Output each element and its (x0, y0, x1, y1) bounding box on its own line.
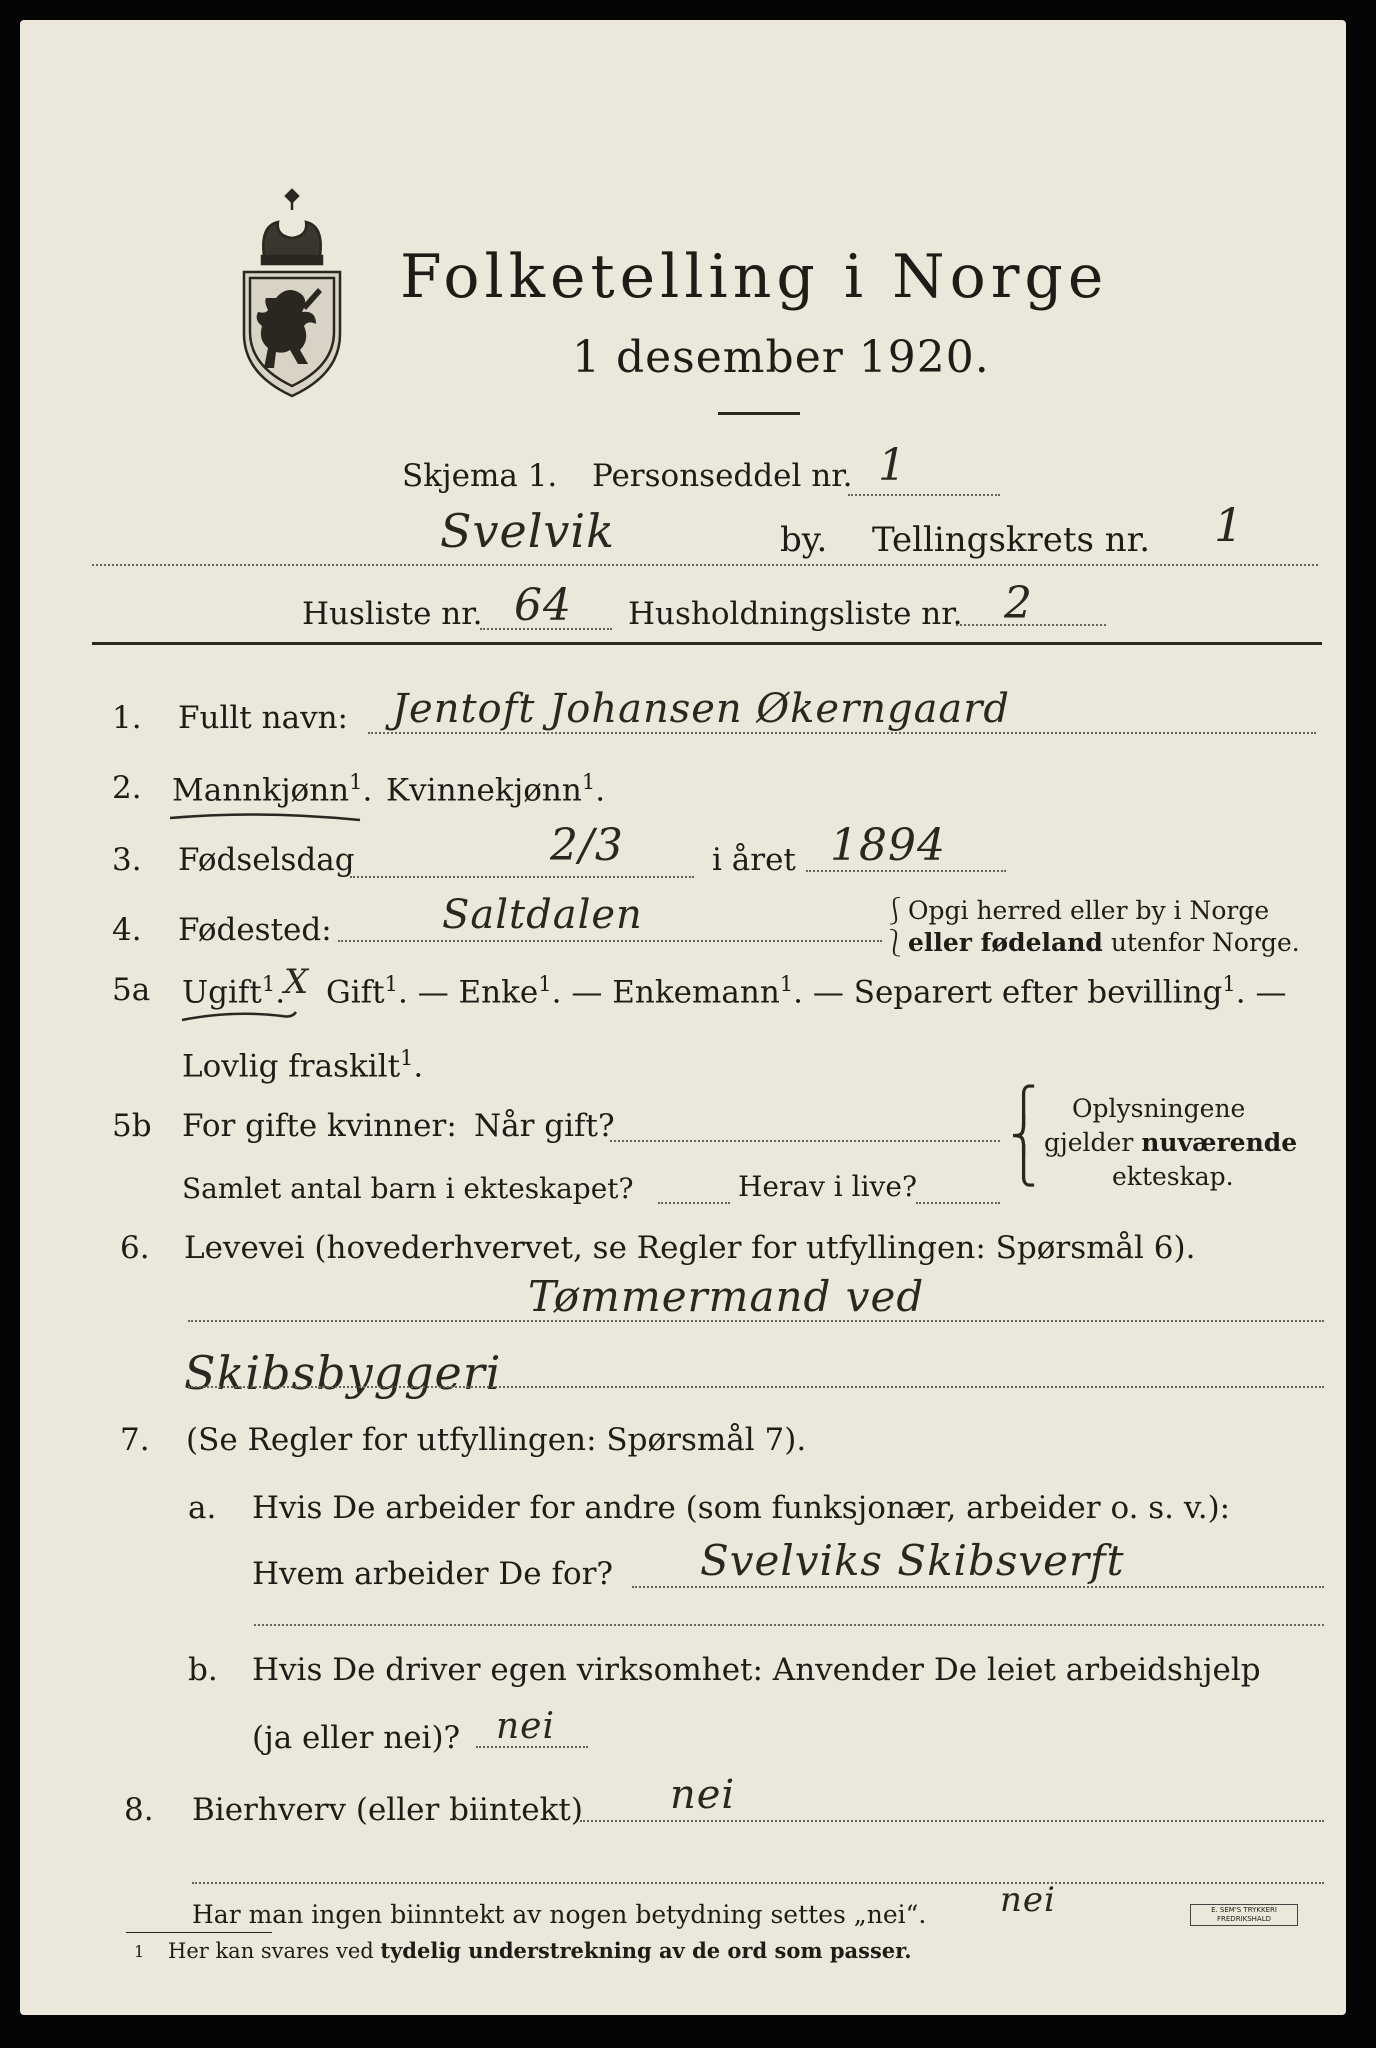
by-line (92, 564, 1318, 566)
q5a-dash: — (1255, 974, 1287, 1011)
q7b-question: (ja eller nei)? (252, 1720, 461, 1756)
husliste-value[interactable]: 64 (514, 580, 572, 631)
q8-note-value[interactable]: nei (1000, 1880, 1056, 1920)
q5a-fraskilt-sep: . (413, 1048, 424, 1085)
q5a-separert: — Separert efter bevilling (812, 974, 1223, 1011)
q5a-ugift-sup: 1 (261, 972, 276, 996)
q5a-separert-sup: 1 (1222, 972, 1236, 996)
printer-stamp (1190, 1904, 1298, 1926)
husholdningsliste-label: Husholdningsliste nr. (628, 596, 963, 632)
header-divider (92, 642, 1322, 645)
q8-label: Bierhverv (eller biintekt) (192, 1792, 583, 1828)
husholdningsliste-value[interactable]: 2 (1004, 578, 1033, 629)
q5a-ugift-label: Ugift (182, 974, 262, 1011)
q5a-fraskilt-sup: 1 (400, 1046, 414, 1070)
q5b-brace: ⎧ ⎨ ⎩ (1010, 1086, 1037, 1187)
footnote-text-b: tydelig understrekning av de ord som passer. (380, 1938, 912, 1963)
q3-line-year (806, 870, 1006, 872)
q5b-samlet-label: Samlet antal barn i ekteskapet? (182, 1172, 634, 1205)
q1-number: 1. (112, 700, 142, 736)
q2-mann-label: Mannkjønn (172, 772, 350, 809)
q5a-fraskilt-label: Lovlig fraskilt (182, 1048, 401, 1085)
q5a-gift: Gift (326, 974, 385, 1011)
q2-mann-underline (168, 808, 368, 824)
q2-kvinne-sup: 1 (581, 770, 596, 794)
q7-number: 7. (120, 1422, 150, 1458)
q5a-fraskilt[interactable] (182, 1046, 423, 1084)
q2-kvinne[interactable] (386, 770, 605, 808)
q5b-herav-line (916, 1202, 1000, 1204)
footnote-text-a: Her kan svares ved (168, 1939, 374, 1963)
q7a-line2 (254, 1624, 1324, 1626)
q4-note-bold: eller fødeland (908, 928, 1103, 957)
personseddel-line (848, 494, 1000, 496)
q5a-gift-sup: 1 (384, 972, 398, 996)
census-date: 1 desember 1920. (572, 332, 990, 383)
q5a-enkemann-sep: . (793, 974, 804, 1011)
tellingskrets-label: Tellingskrets nr. (872, 520, 1151, 560)
q4-brace: ⎰ ⎱ (882, 897, 909, 959)
q6-number: 6. (120, 1230, 150, 1266)
q5b-note-nuvaerende: nuværende (1141, 1128, 1298, 1157)
q6-line2 (188, 1386, 1324, 1388)
q4-line (338, 940, 882, 942)
q7b-value[interactable]: nei (496, 1706, 556, 1747)
q7a-line1 (632, 1586, 1324, 1588)
q5a-options[interactable] (326, 972, 1287, 1010)
q5a-enke: — Enke (417, 974, 539, 1011)
husholdningsliste-line (956, 624, 1106, 626)
q5a-number: 5a (112, 972, 151, 1008)
q3-year-value[interactable]: 1894 (830, 820, 946, 871)
q5a-ugift-underline (180, 1008, 300, 1028)
q8-line2 (192, 1882, 1324, 1884)
q2-mann-sup: 1 (349, 770, 363, 794)
footnote-divider (126, 1932, 272, 1933)
q7a-question: Hvem arbeider De for? (252, 1556, 614, 1592)
q7b-line (476, 1746, 588, 1748)
q8-value[interactable]: nei (670, 1772, 736, 1818)
personseddel-value[interactable]: 1 (878, 440, 907, 491)
q5b-label: For gifte kvinner: (182, 1108, 457, 1144)
q1-full-name-value[interactable]: Jentoft Johansen Økerngaard (392, 686, 1010, 732)
q7b-letter: b. (188, 1652, 218, 1688)
q5a-enke-sup: 1 (538, 972, 552, 996)
q5a-enkemann-sup: 1 (779, 972, 794, 996)
q1-label: Fullt navn: (178, 700, 348, 736)
q2-kvinne-label: Kvinnekjønn (386, 772, 582, 809)
q6-line1 (188, 1320, 1324, 1322)
footnote-mark: 1 (134, 1942, 145, 1961)
q4-note-rest: utenfor Norge. (1110, 928, 1300, 957)
by-value[interactable]: Svelvik (440, 504, 616, 558)
footnote-text (168, 1938, 912, 1963)
coat-of-arms-icon (236, 188, 348, 402)
q7a-letter: a. (188, 1490, 217, 1526)
title-divider (718, 412, 800, 415)
tellingskrets-value[interactable]: 1 (1214, 498, 1245, 552)
q5b-note-gjelder: gjelder (1044, 1128, 1134, 1157)
q8-number: 8. (124, 1792, 154, 1828)
q1-line (368, 732, 1316, 734)
q7a-employer-value[interactable]: Svelviks Skibsverft (700, 1536, 1125, 1585)
q3-number: 3. (112, 842, 142, 878)
q3-date-value[interactable]: 2/3 (550, 820, 624, 871)
q4-note-line1: Opgi herred eller by i Norge (908, 896, 1270, 925)
q4-note-line2 (908, 928, 1300, 957)
q6-occupation-value2[interactable]: Skibsbyggeri (184, 1346, 502, 1400)
q5b-samlet-line (658, 1202, 730, 1204)
q5b-naar-line (610, 1140, 1000, 1142)
q5a-ugift[interactable] (182, 972, 285, 1010)
q3-label: Fødselsdag (178, 842, 355, 878)
q5a-gift-sep: . (397, 974, 408, 1011)
q4-number: 4. (112, 912, 142, 948)
by-label: by. (780, 520, 828, 560)
q8-line1 (580, 1820, 1324, 1822)
q2-mann[interactable] (172, 770, 372, 808)
q5a-ugift-sep: . (275, 974, 286, 1011)
q5b-note-line2 (1044, 1128, 1297, 1157)
census-form-paper (20, 20, 1346, 2015)
q5b-note-line3: ekteskap. (1112, 1162, 1234, 1191)
q6-occupation-value1[interactable]: Tømmermand ved (528, 1272, 925, 1321)
q3-line-date (350, 876, 694, 878)
printer-stamp-line1: E. SEM'S TRYKKERI (1211, 1906, 1277, 1914)
q2-mann-sep: . (362, 772, 373, 809)
q7-label: (Se Regler for utfyllingen: Spørsmål 7). (186, 1422, 807, 1458)
printer-stamp-line2: FREDRIKSHALD (1216, 1915, 1271, 1923)
q4-birthplace-value[interactable]: Saltdalen (442, 892, 643, 938)
q7b-text: Hvis De driver egen virksomhet: Anvender De leiet arbeidshjelp (252, 1652, 1261, 1688)
q5a-enkemann: — Enkemann (571, 974, 780, 1011)
q2-number: 2. (112, 770, 142, 806)
q5b-herav-label: Herav i live? (738, 1170, 917, 1203)
q8-note: Har man ingen biinntekt av nogen betydning settes „nei“. (192, 1900, 927, 1929)
q6-label: Levevei (hovederhvervet, se Regler for utfyllingen: Spørsmål 6). (184, 1230, 1196, 1266)
q5b-note-line1: Oplysningene (1072, 1094, 1246, 1123)
q5a-mark: X (284, 962, 310, 1002)
q2-kvinne-sep: . (595, 772, 606, 809)
q5b-number: 5b (112, 1108, 152, 1144)
form-title: Folketelling i Norge (400, 242, 1109, 312)
q5b-naar-label: Når gift? (474, 1108, 615, 1144)
skjema-label: Skjema 1. (402, 458, 558, 494)
personseddel-label: Personseddel nr. (592, 458, 853, 494)
q7a-text: Hvis De arbeider for andre (som funksjonær, arbeider o. s. v.): (252, 1490, 1231, 1526)
q4-label: Fødested: (178, 912, 332, 948)
husliste-label: Husliste nr. (302, 596, 483, 632)
q3-year-label: i året (712, 842, 796, 878)
husliste-line (480, 628, 612, 630)
q5a-separert-sep: . (1235, 974, 1246, 1011)
q5a-enke-sep: . (551, 974, 562, 1011)
